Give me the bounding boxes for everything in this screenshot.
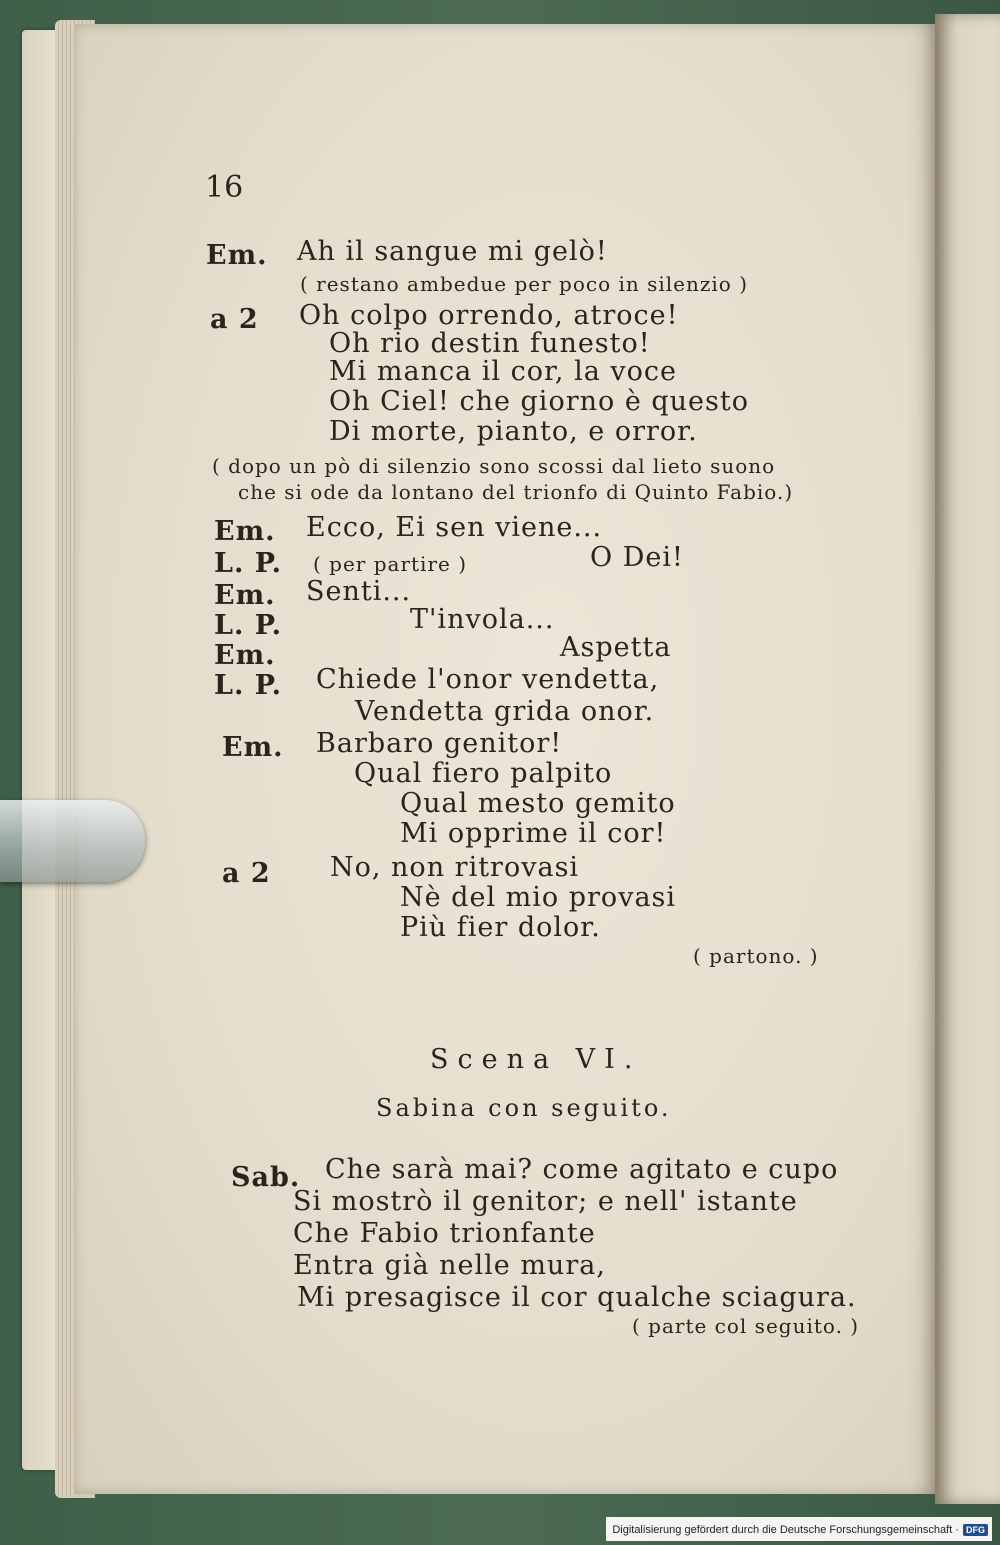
footer-text: Digitalisierung gefördert durch die Deutsche Forschungsgemeinschaft · [612,1524,959,1536]
verse-line: Ecco, Ei sen viene... [306,512,603,543]
verse-line: Qual fiero palpito [354,758,613,789]
stage-direction: ( dopo un pò di silenzio sono scossi dal lieto suono [212,454,776,478]
verse-line: Ah il sangue mi gelò! [297,236,608,267]
verse-line: Oh colpo orrendo, atroce! [299,300,679,331]
speaker-label: L. P. [214,610,283,641]
speaker-label: Em. [214,640,276,671]
scene-subtitle: Sabina con seguito. [376,1094,672,1122]
dfg-logo: DFG [963,1524,988,1536]
verse-line: O Dei! [590,542,684,573]
verse-line: Barbaro genitor! [316,728,563,759]
verse-line: Entra già nelle mura, [293,1250,606,1281]
stage-direction: ( per partire ) [313,552,467,576]
stage-direction: ( restano ambedue per poco in silenzio ) [300,272,749,296]
verse-line: Mi manca il cor, la voce [329,356,678,387]
facing-page-edge [935,14,1000,1504]
speaker-label: Em. [214,580,276,611]
verse-line: Si mostrò il genitor; e nell' istante [293,1186,798,1217]
page-number: 16 [205,170,244,205]
verse-line: Mi presagisce il cor qualche sciagura. [297,1282,857,1313]
verse-line: Che sarà mai? come agitato e cupo [325,1154,839,1185]
speaker-label: Sab. [231,1162,301,1193]
speaker-label: Em. [214,516,276,547]
verse-line: Di morte, pianto, e orror. [329,416,698,447]
verse-line: Vendetta grida onor. [355,696,655,727]
verse-line: Mi opprime il cor! [400,818,667,849]
verse-line: Più fier dolor. [400,912,601,943]
verse-line: Oh rio destin funesto! [329,328,651,359]
speaker-label: L. P. [214,548,283,579]
page-clip [0,800,145,882]
verse-line: Chiede l'onor vendetta, [316,664,660,695]
verse-line: Aspetta [560,632,672,663]
stage-direction: che si ode da lontano del trionfo di Quinto Fabio.) [238,480,794,504]
scene-title: Scena VI. [430,1044,642,1075]
speaker-label: a 2 [210,304,259,335]
digitization-footer [606,1517,992,1541]
verse-line: Che Fabio trionfante [293,1218,596,1249]
verse-line: Nè del mio provasi [400,882,677,913]
stage-direction: ( parte col seguito. ) [632,1314,860,1338]
verse-line: Oh Ciel! che giorno è questo [329,386,750,417]
speaker-label: L. P. [214,670,283,701]
verse-line: Senti... [306,576,412,607]
speaker-label: Em. [222,732,284,763]
verse-line: Qual mesto gemito [400,788,676,819]
speaker-label: a 2 [222,858,271,889]
verse-line: No, non ritrovasi [330,852,580,883]
verse-line: T'invola... [410,604,555,635]
stage-direction: ( partono. ) [693,944,819,968]
speaker-label: Em. [206,240,268,271]
